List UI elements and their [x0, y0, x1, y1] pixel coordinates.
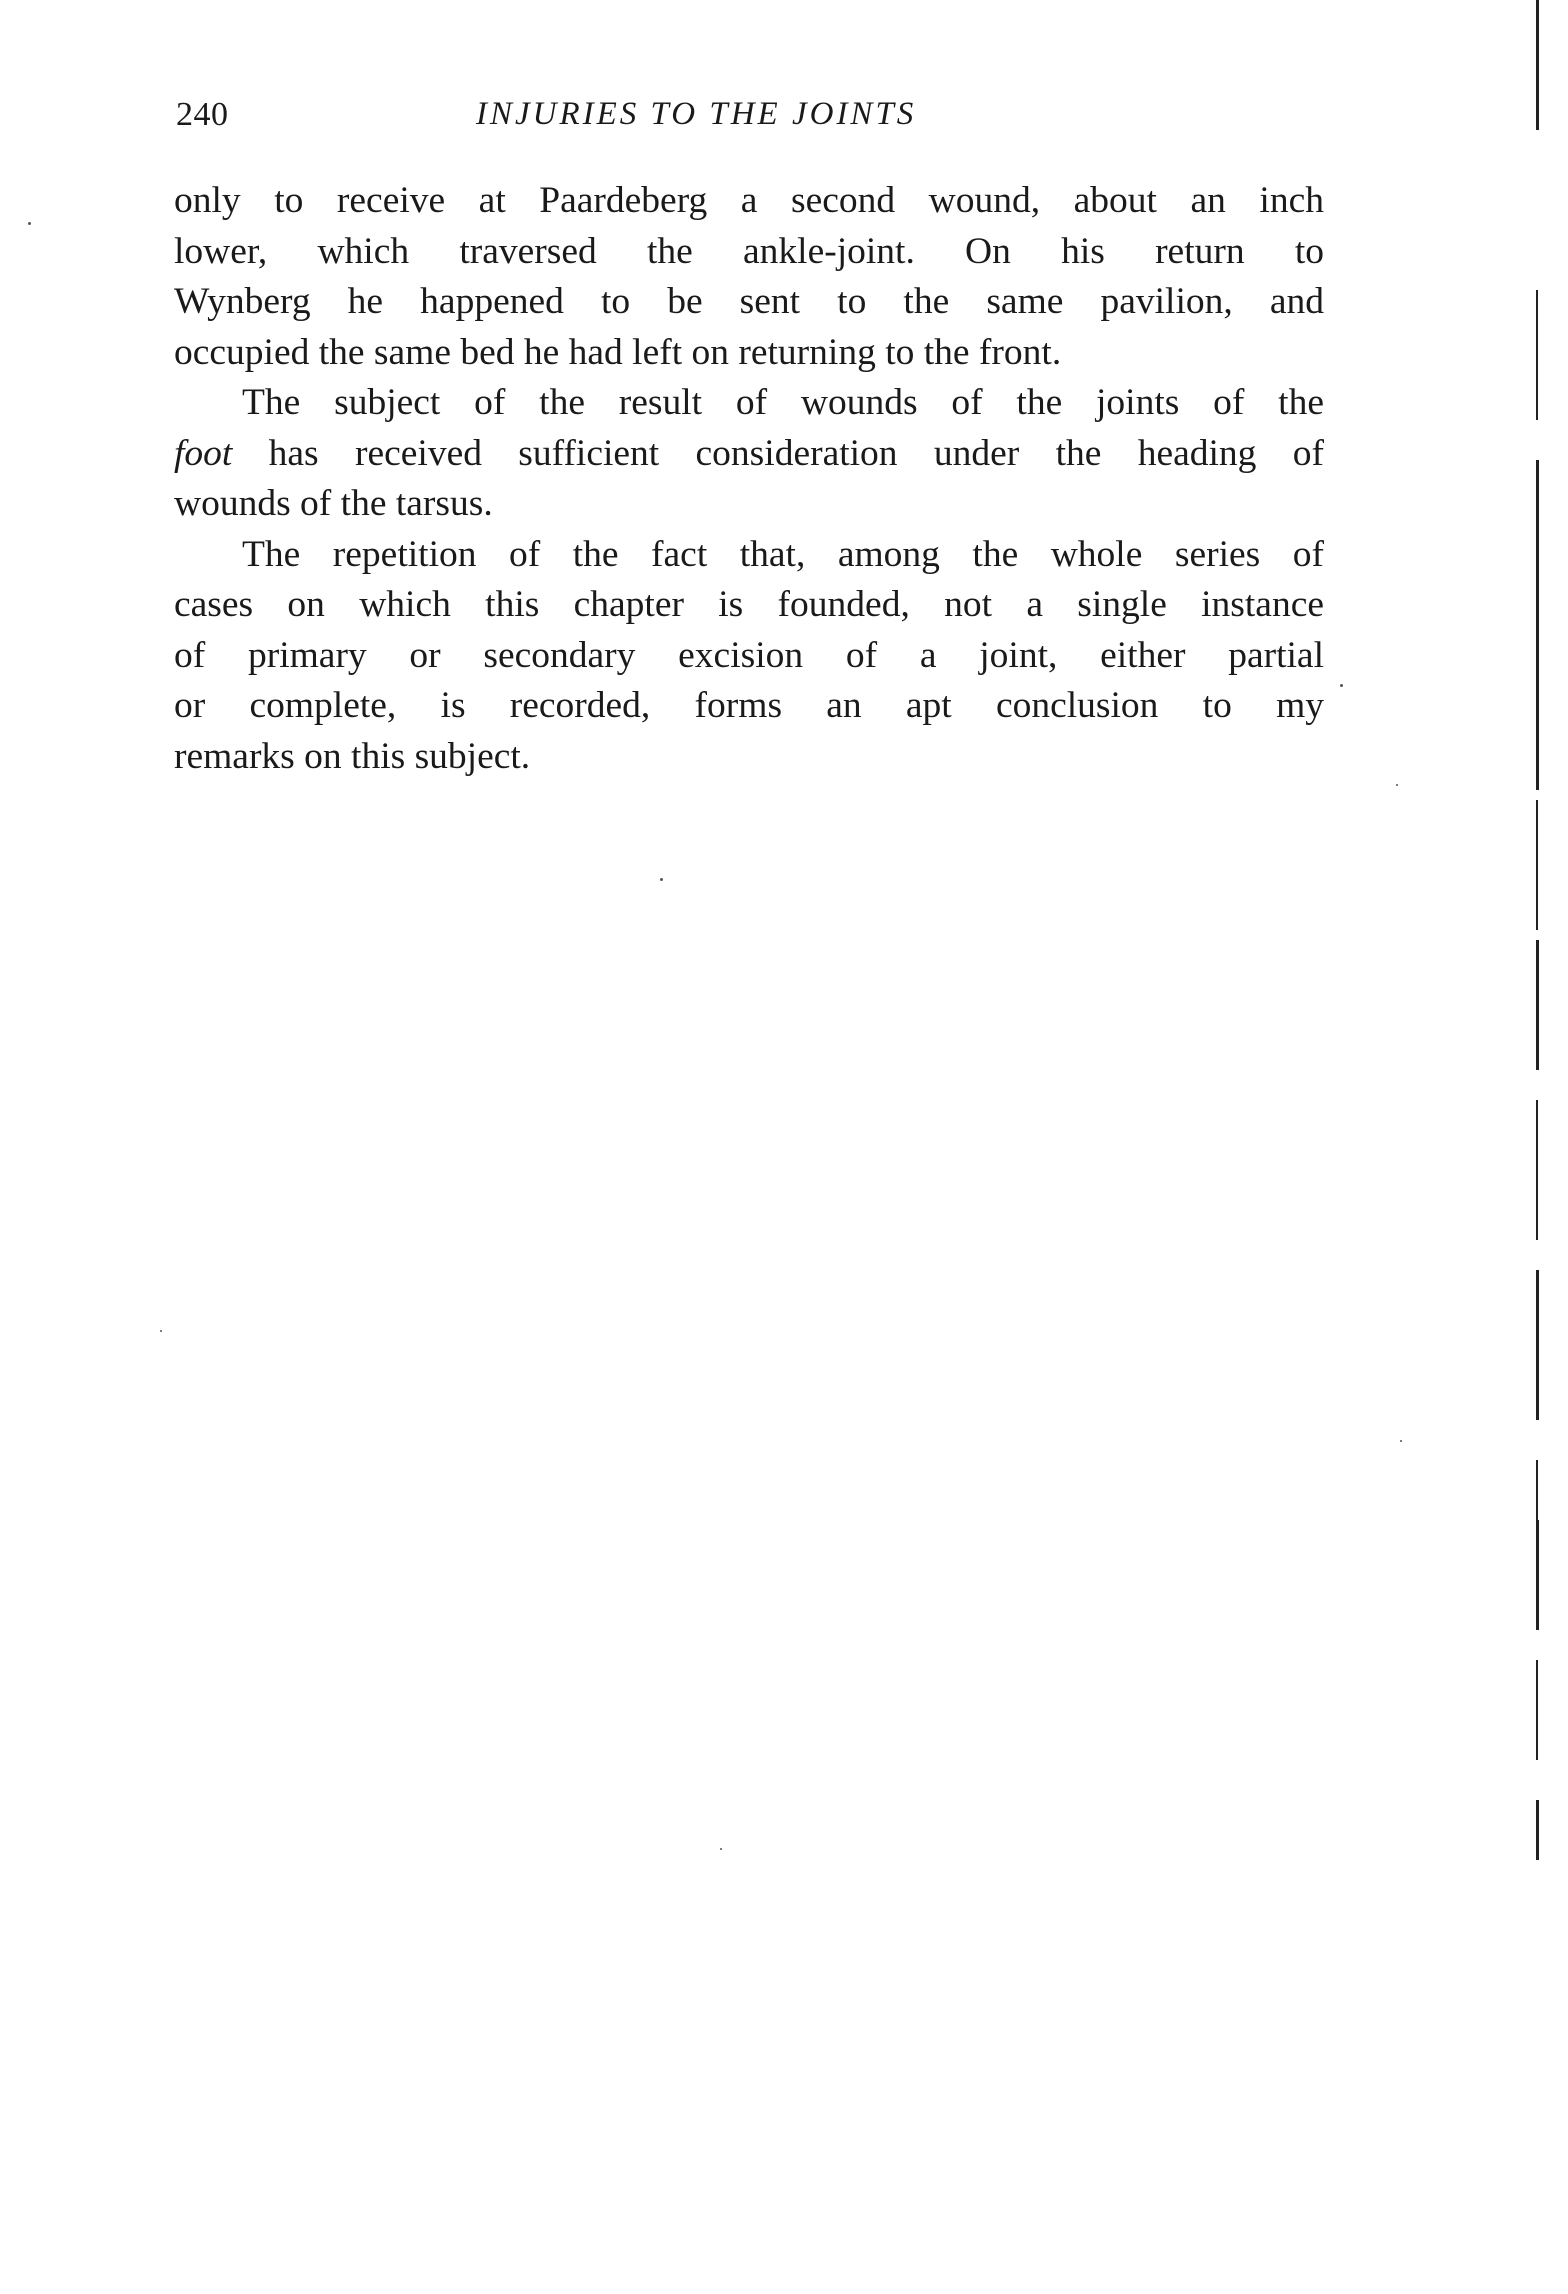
page-number: 240 — [176, 96, 229, 133]
text-line: wounds of the tarsus. — [174, 483, 493, 524]
edge-mark — [1536, 1270, 1539, 1420]
edge-mark — [1536, 290, 1538, 420]
edge-mark — [1536, 0, 1539, 130]
scan-speck — [1396, 784, 1398, 786]
scan-speck — [720, 1848, 722, 1850]
edge-mark — [1536, 1660, 1538, 1760]
text-line: Wynberg he happened to be sent to the same pavilion, and — [174, 281, 1324, 322]
paragraph — [174, 378, 1324, 530]
text-line: or complete, is recorded, forms an apt conclusion to my — [174, 685, 1324, 726]
running-head-title: INJURIES TO THE JOINTS — [476, 96, 917, 132]
scan-speck — [1340, 684, 1343, 687]
italic-word: foot — [174, 432, 233, 474]
scan-speck — [28, 222, 31, 225]
text-line-rest: has received sufficient consideration under the heading of — [232, 432, 1324, 474]
body-text — [174, 176, 1324, 782]
scan-speck — [1400, 1440, 1402, 1442]
text-line: cases on which this chapter is founded, not a single instance — [174, 584, 1324, 625]
text-line: The repetition of the fact that, among the whole series of — [242, 533, 1324, 575]
running-head — [176, 96, 1324, 146]
edge-mark — [1536, 940, 1539, 1070]
paragraph — [174, 176, 1324, 378]
text-line — [174, 429, 1324, 480]
text-line: remarks on this subject. — [174, 735, 531, 777]
binding-edge-shadow — [1536, 0, 1544, 2294]
text-line: of primary or secondary excision of a joint, either partial — [174, 634, 1324, 676]
edge-mark — [1536, 800, 1538, 930]
text-line: only to receive at Paardeberg a second wound, about an inch — [174, 180, 1324, 221]
text-line: lower, which traversed the ankle-joint. On his return to — [174, 230, 1324, 272]
edge-mark — [1536, 1800, 1539, 1860]
text-line: The subject of the result of wounds of the joints of the — [242, 382, 1324, 423]
paragraph — [174, 530, 1324, 783]
edge-mark — [1536, 1520, 1539, 1630]
text-line: occupied the same bed he had left on returning to the front. — [174, 331, 1062, 373]
scan-speck — [160, 1330, 162, 1332]
edge-mark — [1536, 460, 1539, 790]
scan-speck — [660, 878, 663, 881]
edge-mark — [1536, 1100, 1538, 1240]
